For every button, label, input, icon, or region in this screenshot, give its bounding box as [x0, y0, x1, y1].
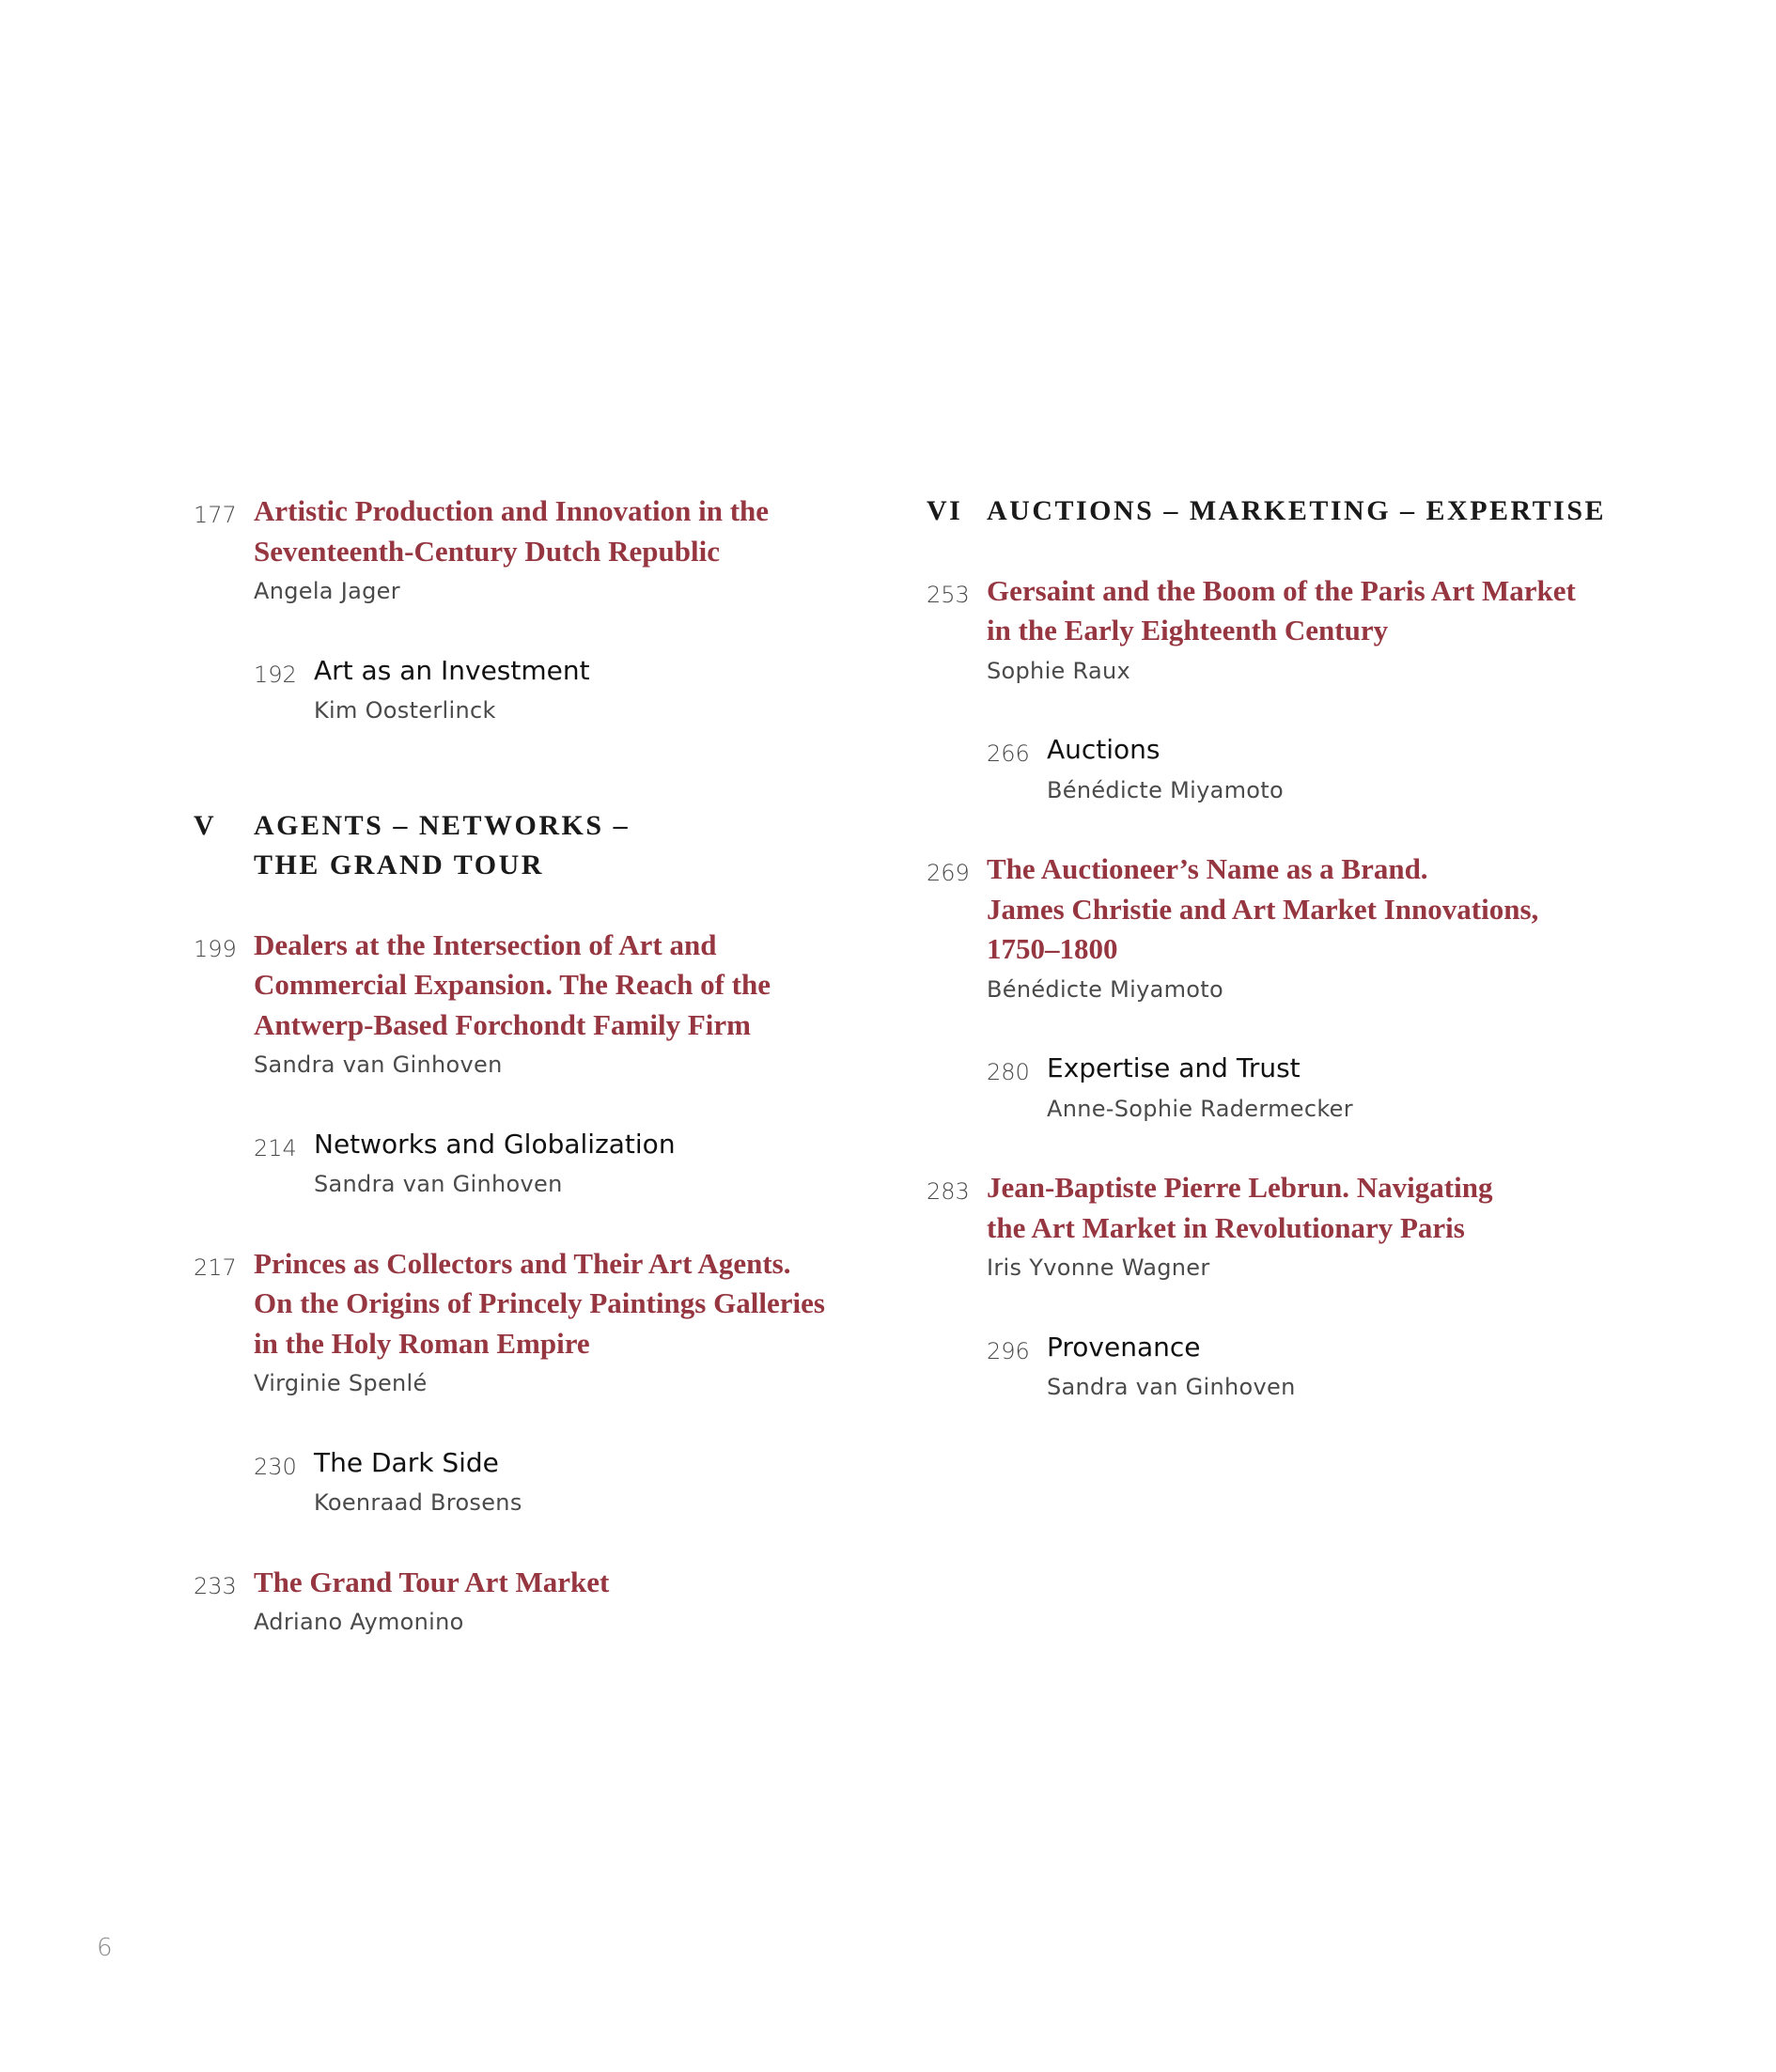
subchapter-title: Networks and Globalization [314, 1128, 676, 1160]
chapter-title [987, 571, 1697, 651]
title-line: in the Early Eighteenth Century [987, 614, 1389, 647]
toc-subentry[interactable] [254, 651, 908, 731]
title-line: in the Holy Roman Empire [254, 1326, 590, 1360]
page-ref: 233 [194, 1572, 237, 1599]
toc-entry[interactable] [927, 849, 1697, 1009]
page-ref: 199 [194, 935, 237, 962]
title-line: Artistic Production and Innovation in the [254, 494, 770, 527]
section-heading-vi [927, 491, 1697, 532]
title-line: Antwerp-Based Forchondt Family Firm [254, 1007, 751, 1041]
page-ref: 214 [254, 1134, 297, 1161]
subchapter-title: The Dark Side [314, 1446, 499, 1478]
title-line: Commercial Expansion. The Reach of the [254, 968, 771, 1001]
section-number: VI [927, 495, 963, 526]
page-ref: 266 [987, 740, 1030, 767]
page-ref: 296 [987, 1337, 1030, 1364]
title-line: 1750–1800 [987, 932, 1118, 965]
page-number: 6 [97, 1934, 113, 1962]
toc-entry[interactable] [927, 1168, 1697, 1288]
title-line: Gersaint and the Boom of the Paris Art Market [987, 573, 1576, 607]
section-number: V [194, 809, 217, 841]
title-line: Dealers at the Intersection of Art and [254, 927, 717, 961]
subchapter-author: Bénédicte Miyamoto [1047, 776, 1284, 803]
section-name-line: THE GRAND TOUR [254, 849, 544, 880]
toc-left-column [194, 491, 908, 1643]
subchapter-author: Koenraad Brosens [314, 1489, 522, 1516]
subchapter-title: Auctions [1047, 734, 1161, 765]
chapter-author: Iris Yvonne Wagner [987, 1254, 1210, 1281]
chapter-author: Sophie Raux [987, 657, 1130, 684]
page-ref: 283 [927, 1178, 970, 1205]
section-heading-v [194, 806, 908, 886]
chapter-author: Sandra van Ginhoven [254, 1052, 503, 1078]
subchapter-author: Sandra van Ginhoven [1047, 1374, 1296, 1400]
chapter-title: The Grand Tour Art Market [254, 1565, 610, 1598]
chapter-title [254, 926, 908, 1046]
section-name [254, 806, 908, 886]
title-line: James Christie and Art Market Innovations, [987, 892, 1539, 926]
title-line: Jean-Baptiste Pierre Lebrun. Navigating [987, 1171, 1493, 1204]
toc-entry[interactable] [194, 1244, 908, 1404]
title-line: On the Origins of Princely Paintings Galleries [254, 1286, 825, 1319]
chapter-author: Bénédicte Miyamoto [987, 975, 1223, 1003]
subchapter-author: Anne-Sophie Radermecker [1047, 1095, 1353, 1122]
toc-entry[interactable] [194, 491, 908, 612]
chapter-title [987, 849, 1697, 970]
toc-entry[interactable] [194, 1563, 908, 1643]
toc-right-column [927, 491, 1697, 1408]
toc-subentry[interactable] [254, 1443, 908, 1523]
section-name: AUCTIONS – MARKETING – EXPERTISE [987, 495, 1607, 526]
section-name-line: AGENTS – NETWORKS – [254, 809, 631, 841]
page-ref: 177 [194, 502, 237, 528]
subchapter-author: Sandra van Ginhoven [314, 1171, 563, 1197]
chapter-author: Adriano Aymonino [254, 1609, 464, 1635]
title-line: Princes as Collectors and Their Art Agents. [254, 1246, 791, 1280]
chapter-title [254, 491, 908, 571]
title-line: The Auctioneer’s Name as a Brand. [987, 852, 1428, 885]
toc-subentry[interactable] [987, 1049, 1697, 1129]
page-ref: 253 [927, 581, 970, 608]
subchapter-title: Art as an Investment [314, 654, 590, 686]
subchapter-title: Expertise and Trust [1047, 1052, 1301, 1083]
page-ref: 280 [987, 1059, 1030, 1085]
chapter-author: Angela Jager [254, 578, 400, 604]
toc-entry[interactable] [927, 571, 1697, 692]
chapter-author: Virginie Spenlé [254, 1370, 428, 1396]
toc-subentry[interactable] [987, 730, 1697, 810]
title-line: the Art Market in Revolutionary Paris [987, 1210, 1465, 1244]
title-line: Seventeenth-Century Dutch Republic [254, 534, 720, 568]
chapter-title [254, 1244, 908, 1364]
page-ref: 269 [927, 860, 970, 886]
toc-subentry[interactable] [254, 1125, 908, 1205]
page-ref: 217 [194, 1254, 237, 1281]
chapter-title [987, 1168, 1697, 1248]
toc-subentry[interactable] [987, 1328, 1697, 1408]
subchapter-author: Kim Oosterlinck [314, 697, 496, 724]
subchapter-title: Provenance [1047, 1331, 1201, 1363]
toc-entry[interactable] [194, 926, 908, 1085]
page-ref: 192 [254, 661, 297, 688]
page-ref: 230 [254, 1453, 297, 1480]
